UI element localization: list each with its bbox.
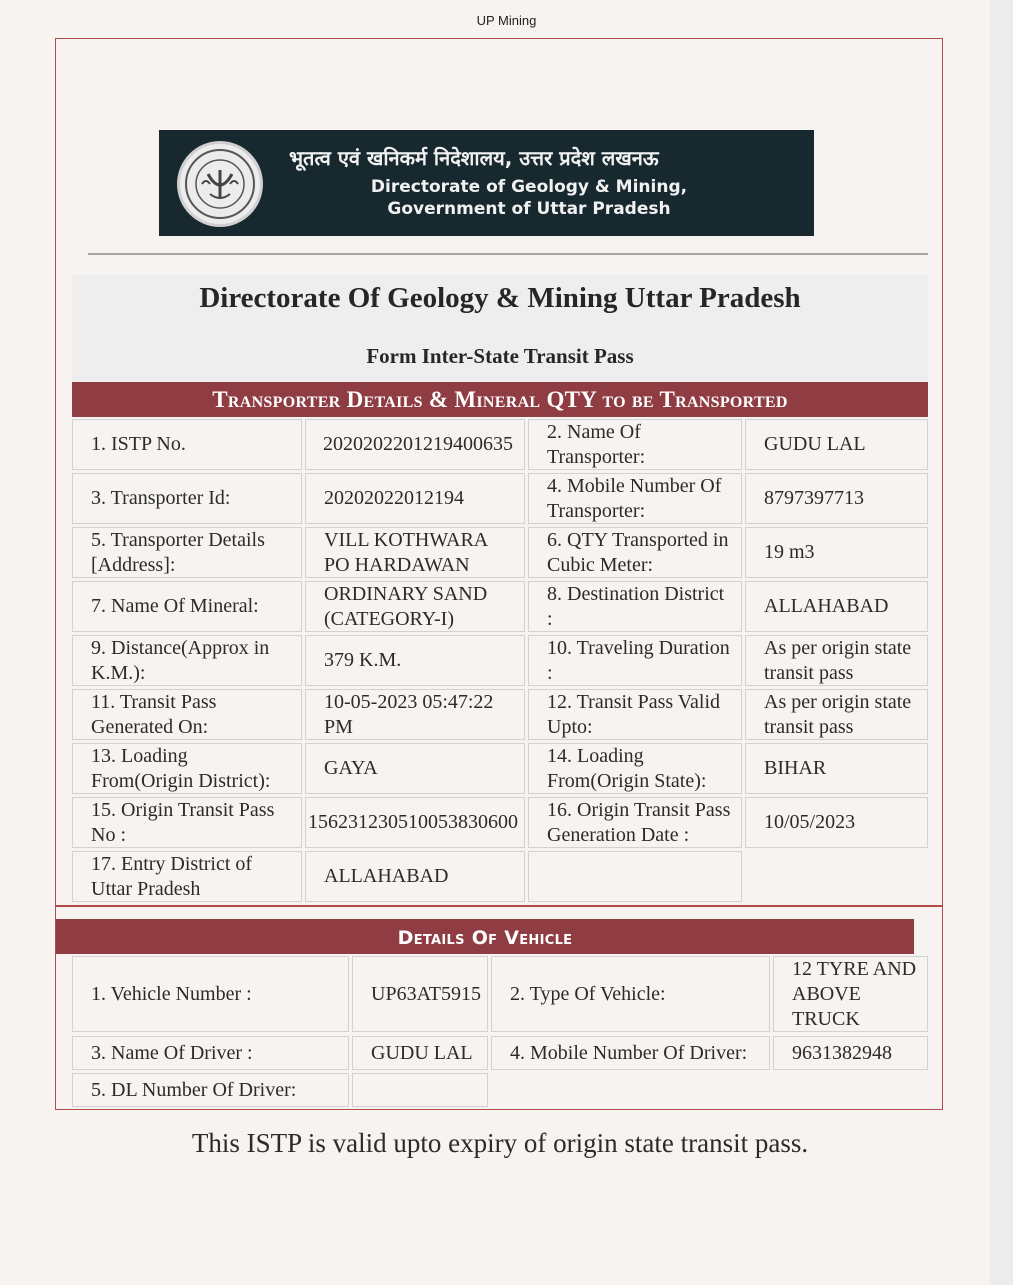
transporter-value-cell: 10/05/2023 bbox=[745, 797, 928, 848]
transporter-value-cell: As per origin state transit pass bbox=[745, 689, 928, 740]
banner-hindi-text: भूतत्व एवं खनिकर्म निदेशालय, उत्तर प्रदेश लखनऊ bbox=[289, 146, 659, 170]
vehicle-value-cell: GUDU LAL bbox=[352, 1036, 488, 1070]
transporter-value-cell: 20202022012194 bbox=[305, 473, 525, 524]
transporter-label-cell: 8. Destination District : bbox=[528, 581, 742, 632]
transporter-label-cell: 16. Origin Transit Pass Generation Date : bbox=[528, 797, 742, 848]
transporter-value-cell: ORDINARY SAND (CATEGORY-I) bbox=[305, 581, 525, 632]
transporter-label-cell: 17. Entry District of Uttar Pradesh bbox=[72, 851, 302, 902]
transporter-label-cell: 4. Mobile Number Of Transporter: bbox=[528, 473, 742, 524]
vehicle-section-heading: Details Of Vehicle bbox=[56, 919, 914, 954]
banner-english-text bbox=[309, 176, 749, 220]
vehicle-value-cell: UP63AT5915 bbox=[352, 956, 488, 1032]
vehicle-value-cell bbox=[352, 1073, 488, 1107]
transporter-label-cell: 13. Loading From(Origin District): bbox=[72, 743, 302, 794]
transporter-label-cell: 2. Name Of Transporter: bbox=[528, 419, 742, 470]
header-divider bbox=[88, 253, 928, 255]
transporter-value-cell: 10-05-2023 05:47:22 PM bbox=[305, 689, 525, 740]
transporter-value-cell: 379 K.M. bbox=[305, 635, 525, 686]
up-emblem-icon bbox=[177, 141, 263, 227]
vehicle-label-cell: 3. Name Of Driver : bbox=[72, 1036, 349, 1070]
side-scroll-strip bbox=[990, 0, 1013, 1285]
transporter-label-cell: 10. Traveling Duration : bbox=[528, 635, 742, 686]
vehicle-label-cell: 1. Vehicle Number : bbox=[72, 956, 349, 1032]
vehicle-value-cell: 9631382948 bbox=[773, 1036, 928, 1070]
transporter-value-cell: ALLAHABAD bbox=[745, 581, 928, 632]
banner-english-line1: Directorate of Geology & Mining, bbox=[370, 177, 688, 197]
transporter-label-cell: 5. Transporter Details [Address]: bbox=[72, 527, 302, 578]
transporter-label-cell: 14. Loading From(Origin State): bbox=[528, 743, 742, 794]
transporter-value-cell: As per origin state transit pass bbox=[745, 635, 928, 686]
transporter-label-cell: 15. Origin Transit Pass No : bbox=[72, 797, 302, 848]
transporter-value-cell: ALLAHABAD bbox=[305, 851, 525, 902]
transporter-value-cell: 2020202201219400635 bbox=[305, 419, 525, 470]
validity-note: This ISTP is valid upto expiry of origin state transit pass. bbox=[191, 1128, 809, 1158]
transporter-value-cell: BIHAR bbox=[745, 743, 928, 794]
transporter-value-cell: 8797397713 bbox=[745, 473, 928, 524]
transporter-label-cell: 1. ISTP No. bbox=[72, 419, 302, 470]
page-title: Directorate Of Geology & Mining Uttar Pradesh bbox=[199, 282, 801, 314]
transporter-label-cell: 3. Transporter Id: bbox=[72, 473, 302, 524]
vehicle-label-cell: 2. Type Of Vehicle: bbox=[491, 956, 770, 1032]
transporter-label-cell: 11. Transit Pass Generated On: bbox=[72, 689, 302, 740]
vehicle-value-cell: 12 TYRE AND ABOVE TRUCK bbox=[773, 956, 928, 1032]
transporter-section-heading: Transporter Details & Mineral QTY to be Transported bbox=[72, 382, 928, 417]
transporter-label-cell: 7. Name Of Mineral: bbox=[72, 581, 302, 632]
form-subtitle: Form Inter-State Transit Pass bbox=[366, 344, 634, 368]
title-box bbox=[72, 275, 928, 382]
vehicle-label-cell: 4. Mobile Number Of Driver: bbox=[491, 1036, 770, 1070]
transporter-value-cell: GAYA bbox=[305, 743, 525, 794]
transporter-value-cell: 156231230510053830600 bbox=[305, 797, 525, 848]
app-title: UP Mining bbox=[476, 13, 537, 28]
department-banner bbox=[159, 130, 814, 236]
banner-english-line2: Government of Uttar Pradesh bbox=[387, 199, 671, 219]
section-divider bbox=[56, 905, 943, 907]
transporter-value-cell: VILL KOTHWARA PO HARDAWAN bbox=[305, 527, 525, 578]
transporter-value-cell: GUDU LAL bbox=[745, 419, 928, 470]
transporter-label-cell bbox=[528, 851, 742, 902]
transporter-label-cell: 9. Distance(Approx in K.M.): bbox=[72, 635, 302, 686]
transporter-value-cell: 19 m3 bbox=[745, 527, 928, 578]
vehicle-label-cell: 5. DL Number Of Driver: bbox=[72, 1073, 349, 1107]
transporter-label-cell: 6. QTY Transported in Cubic Meter: bbox=[528, 527, 742, 578]
transporter-label-cell: 12. Transit Pass Valid Upto: bbox=[528, 689, 742, 740]
